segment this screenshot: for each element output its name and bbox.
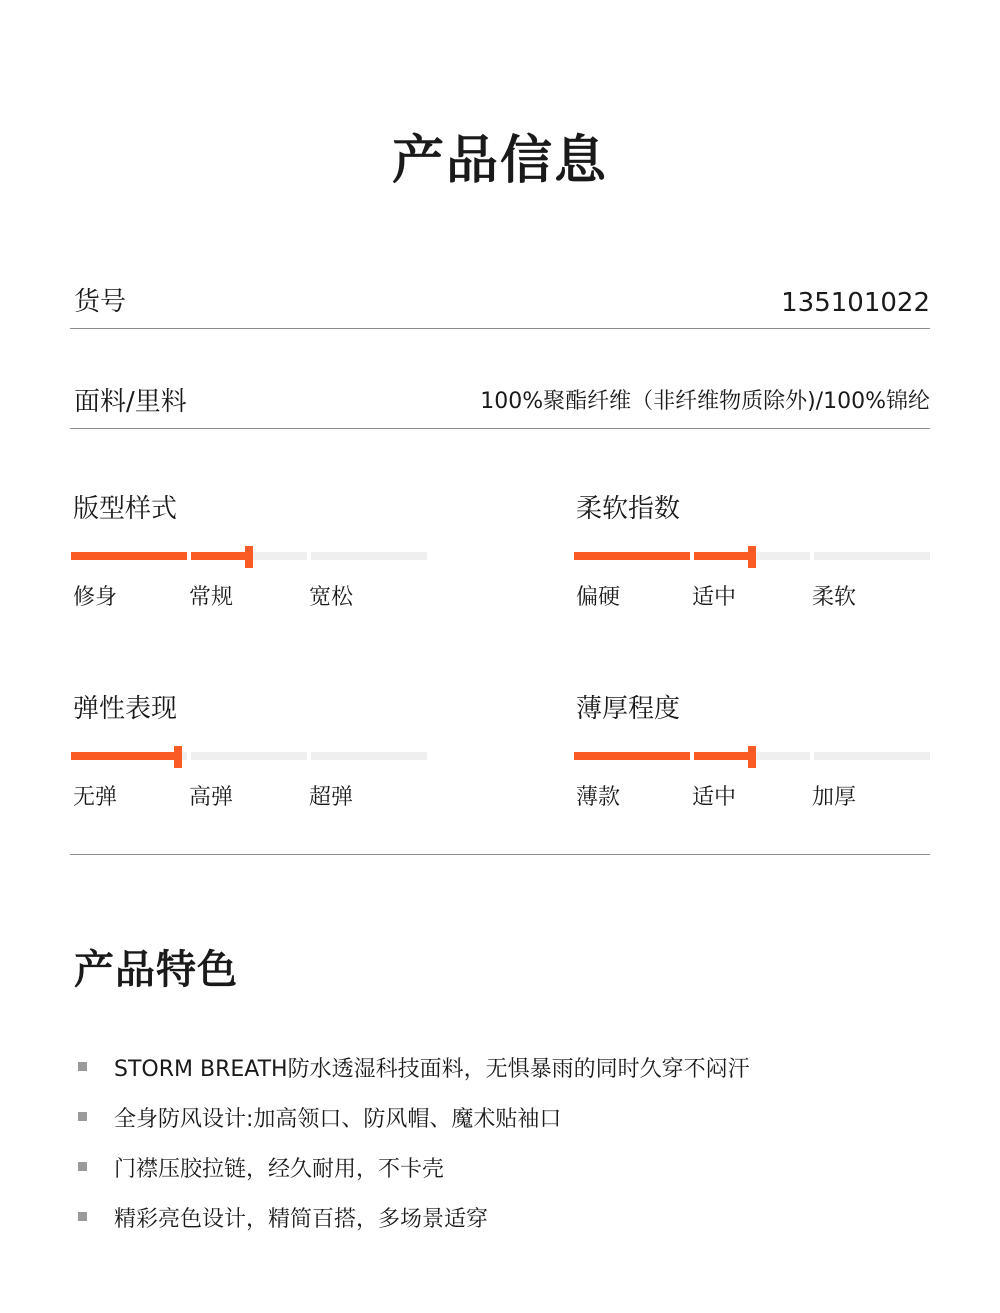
bullet-square-icon [78, 1162, 87, 1171]
fabric-row [70, 368, 930, 429]
bullet-square-icon [78, 1062, 87, 1071]
level-label: 适中 [692, 785, 737, 810]
scale-segment [311, 752, 427, 760]
feature-text: 全身防风设计:加高领口、防风帽、魔术贴袖口 [114, 1107, 562, 1132]
feature-item [78, 1198, 938, 1248]
metric-scale [574, 746, 930, 766]
scale-marker [748, 546, 756, 568]
scale-segment [574, 752, 690, 760]
scale-segment [574, 552, 690, 560]
feature-item [78, 1048, 938, 1098]
metric-softness [574, 488, 930, 618]
scale-segment [191, 752, 307, 760]
level-label: 常规 [189, 585, 234, 610]
scale-segment [71, 552, 187, 560]
fabric-label: 面料/里料 [74, 387, 187, 417]
level-label: 宽松 [309, 585, 354, 610]
scale-segment [814, 752, 930, 760]
metric-title: 薄厚程度 [576, 694, 681, 724]
scale-segment [814, 552, 930, 560]
bullet-square-icon [78, 1112, 87, 1121]
scale-segment [71, 752, 187, 760]
fabric-value: 100%聚酯纤维（非纤维物质除外)/100%锦纶 [480, 389, 930, 414]
sku-row [70, 268, 930, 329]
feature-text: 门襟压胶拉链，经久耐用，不卡壳 [114, 1157, 445, 1182]
feature-item [78, 1098, 938, 1148]
features-title: 产品特色 [74, 947, 238, 993]
level-label: 加厚 [812, 785, 857, 810]
metric-title: 柔软指数 [576, 494, 681, 524]
level-label: 无弹 [73, 785, 118, 810]
sku-label: 货号 [74, 287, 127, 317]
feature-text: 精彩亮色设计，精简百搭，多场景适穿 [114, 1207, 489, 1232]
level-label: 柔软 [812, 585, 857, 610]
feature-text: STORM BREATH防水透湿科技面料，无惧暴雨的同时久穿不闷汗 [114, 1057, 750, 1082]
level-label: 修身 [73, 585, 118, 610]
metric-title: 弹性表现 [73, 694, 178, 724]
metric-thickness [574, 688, 930, 818]
metric-scale [574, 546, 930, 566]
metric-scale [71, 746, 427, 766]
level-label: 偏硬 [576, 585, 621, 610]
metric-scale [71, 546, 427, 566]
bullet-square-icon [78, 1212, 87, 1221]
scale-marker [748, 746, 756, 768]
feature-item [78, 1148, 938, 1198]
level-label: 超弹 [309, 785, 354, 810]
page-title: 产品信息 [391, 131, 608, 191]
section-divider [70, 854, 930, 855]
metric-elasticity [71, 688, 427, 818]
sku-value: 135101022 [781, 288, 930, 318]
metric-title: 版型样式 [73, 494, 178, 524]
scale-marker [245, 546, 253, 568]
features-list [78, 1048, 938, 1248]
level-label: 适中 [692, 585, 737, 610]
scale-marker [174, 746, 182, 768]
level-label: 薄款 [576, 785, 621, 810]
level-label: 高弹 [189, 785, 234, 810]
metric-fit [71, 488, 427, 618]
scale-segment [311, 552, 427, 560]
